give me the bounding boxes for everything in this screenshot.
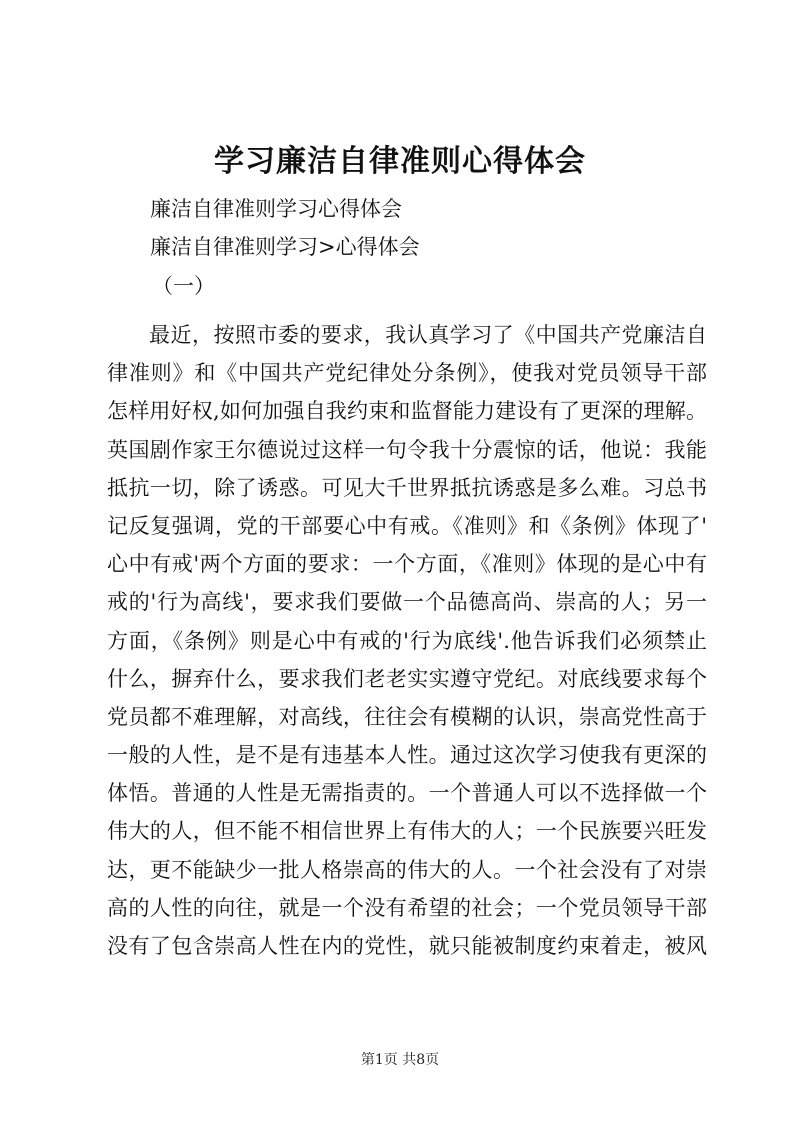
- subtitle-line-2: 廉洁自律准则学习>心得体会: [150, 235, 420, 259]
- body-line: 伟大的人，但不能不相信世界上有伟大的人；一个民族要兴旺发: [107, 819, 707, 844]
- body-line: 党员都不难理解，对高线，往往会有模糊的认识，崇高党性高于: [107, 704, 707, 729]
- body-line: 记反复强调，党的干部要心中有戒。《准则》和《条例》体现了': [107, 513, 707, 538]
- body-line: 一般的人性，是不是有违基本人性。通过这次学习使我有更深的: [107, 743, 707, 768]
- body-line: 怎样用好权,如何加强自我约束和监督能力建设有了更深的理解。: [107, 399, 707, 424]
- body-line: 英国剧作家王尔德说过这样一句令我十分震惊的话，他说：我能: [107, 437, 707, 462]
- section-number: （一）: [152, 274, 215, 298]
- body-line: 没有了包含崇高人性在内的党性，就只能被制度约束着走，被风: [107, 934, 707, 958]
- page-number-footer: 第1页 共8页: [360, 1052, 440, 1068]
- body-line: 体悟。普通的人性是无需指责的。一个普通人可以不选择做一个: [107, 781, 707, 806]
- body-line: 律准则》和《中国共产党纪律处分条例》，使我对党员领导干部: [107, 361, 707, 386]
- document-title: 学习廉洁自律准则心得体会: [214, 144, 586, 179]
- subtitle-line-1: 廉洁自律准则学习心得体会: [150, 197, 402, 221]
- body-line: 心中有戒'两个方面的要求：一个方面，《准则》体现的是心中有: [107, 552, 707, 577]
- body-line: 高的人性的向往，就是一个没有希望的社会；一个党员领导干部: [107, 895, 707, 920]
- body-line: 戒的'行为高线'，要求我们要做一个品德高尚、崇高的人；另一: [107, 590, 707, 615]
- body-line: 最近，按照市委的要求，我认真学习了《中国共产党廉洁自: [149, 323, 707, 347]
- body-paragraph: [107, 316, 707, 965]
- body-line: 抵抗一切，除了诱惑。可见大千世界抵抗诱惑是多么难。习总书: [107, 475, 707, 500]
- body-line: 方面，《条例》则是心中有戒的'行为底线'.他告诉我们必须禁止: [107, 628, 707, 653]
- body-line: 达，更不能缺少一批人格崇高的伟大的人。一个社会没有了对崇: [107, 857, 707, 882]
- body-line: 什么，摒弃什么，要求我们老老实实遵守党纪。对底线要求每个: [107, 666, 707, 691]
